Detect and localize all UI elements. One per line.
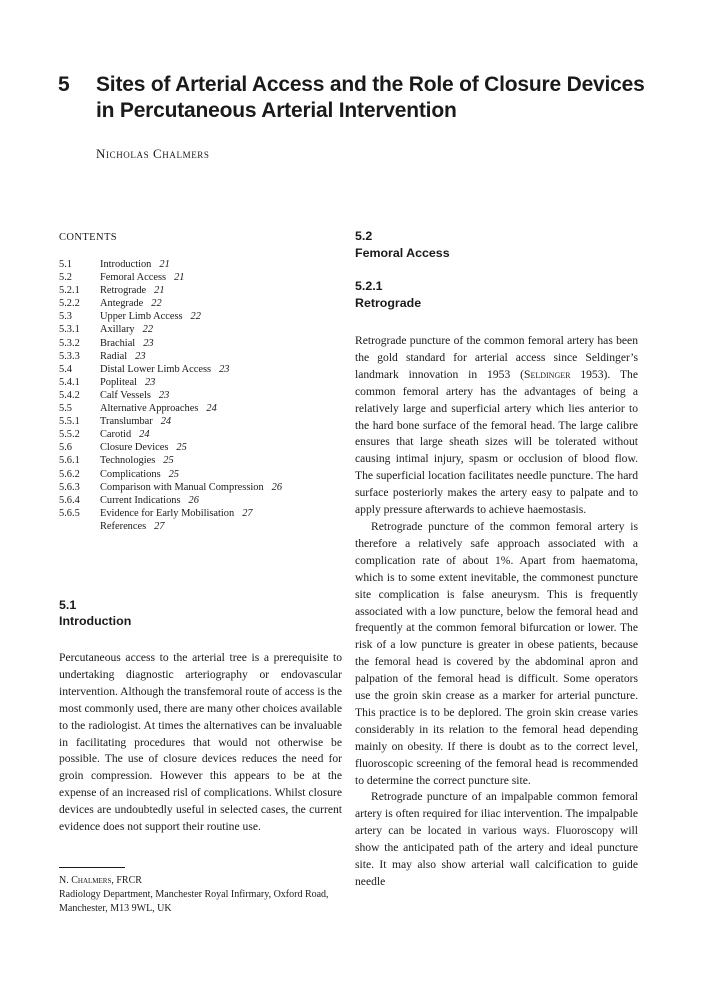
toc-item-number: 5.3.3 bbox=[59, 350, 80, 362]
toc-item-title: Femoral Access bbox=[100, 272, 167, 284]
citation-seldinger: Seldinger bbox=[524, 367, 571, 381]
toc-item-title: Retrograde bbox=[100, 285, 147, 297]
toc-item-page: 27 bbox=[242, 507, 253, 519]
toc-item bbox=[59, 468, 342, 481]
toc-item-title: Complications bbox=[100, 468, 161, 480]
toc-item-number: 5.5.1 bbox=[59, 416, 80, 428]
toc-item-title: Current Indications bbox=[100, 494, 181, 506]
toc-item-title: Brachial bbox=[100, 337, 136, 349]
toc-item-number: 5.3.1 bbox=[59, 324, 80, 336]
toc-item-page: 26 bbox=[188, 494, 199, 506]
section-title: Introduction bbox=[59, 614, 132, 629]
table-of-contents bbox=[59, 258, 342, 533]
toc-item-title: Comparison with Manual Compression bbox=[100, 481, 264, 493]
toc-item bbox=[59, 520, 342, 533]
toc-item-title: Introduction bbox=[100, 259, 152, 270]
toc-item-number: 5.6.3 bbox=[59, 481, 80, 493]
subsection-heading-retrograde bbox=[355, 278, 638, 311]
toc-item bbox=[59, 350, 342, 363]
toc-item-title: Technologies bbox=[100, 455, 156, 467]
toc-item-page: 21 bbox=[174, 272, 185, 284]
toc-item-page: 22 bbox=[190, 311, 201, 323]
section-heading-femoral-access bbox=[355, 228, 638, 261]
toc-item bbox=[59, 297, 342, 310]
toc-item-title: Axillary bbox=[100, 324, 135, 336]
toc-item-page: 23 bbox=[135, 350, 146, 362]
toc-item-title: Calf Vessels bbox=[100, 389, 151, 401]
toc-item-page: 23 bbox=[144, 376, 156, 388]
toc-item-number: 5.6 bbox=[59, 442, 72, 454]
toc-item-page: 25 bbox=[176, 442, 187, 454]
toc-item bbox=[59, 481, 342, 494]
toc-item-number: 5.5 bbox=[59, 403, 72, 415]
toc-item-title: Carotid bbox=[100, 429, 132, 441]
toc-item bbox=[59, 415, 342, 428]
toc-item bbox=[59, 376, 342, 389]
toc-item-title: Distal Lower Limb Access bbox=[100, 363, 212, 375]
toc-item-page: 21 bbox=[159, 259, 170, 270]
toc-item-page: 24 bbox=[160, 416, 172, 428]
toc-item-number: 5.6.4 bbox=[59, 494, 80, 506]
toc-item-title: Closure Devices bbox=[100, 442, 169, 454]
toc-item-page: 21 bbox=[154, 285, 165, 297]
toc-item-number: 5.1 bbox=[59, 259, 72, 270]
toc-item-number: 5.6.5 bbox=[59, 507, 80, 519]
toc-item-number: 5.6.1 bbox=[59, 455, 80, 467]
toc-item-title: Upper Limb Access bbox=[100, 311, 183, 323]
toc-item bbox=[59, 284, 342, 297]
section-title: Femoral Access bbox=[355, 245, 450, 260]
toc-item bbox=[59, 310, 342, 323]
toc-item-title: References bbox=[100, 520, 147, 532]
toc-item-number: 5.2.1 bbox=[59, 285, 80, 297]
section-number: 5.2 bbox=[355, 229, 373, 243]
toc-item-title: Antegrade bbox=[100, 298, 144, 310]
toc-item-title: Radial bbox=[100, 350, 128, 362]
retrograde-paragraph-1 bbox=[355, 333, 638, 519]
section-number: 5.1 bbox=[59, 597, 77, 612]
toc-item-page: 22 bbox=[151, 298, 162, 310]
toc-item-title: Alternative Approaches bbox=[100, 403, 199, 415]
footnote-author: N. Chalmers bbox=[59, 874, 112, 886]
toc-item-number: 5.4 bbox=[59, 363, 72, 375]
toc-item-page: 23 bbox=[143, 337, 154, 349]
toc-item-number: 5.4.1 bbox=[59, 376, 80, 388]
retrograde-paragraph-3: Retrograde puncture of an impalpable common femoral artery is often required for iliac intervention. The impalpable artery can be located in various ways. Fluoroscopy will show the anticipated path of the artery and ideal puncture site. It may also show arterial wall calcification to guide needle bbox=[355, 790, 638, 888]
toc-item-title: Translumbar bbox=[100, 416, 153, 428]
toc-item bbox=[59, 402, 342, 415]
toc-item-number: 5.3 bbox=[59, 311, 72, 323]
toc-item-page: 25 bbox=[163, 455, 174, 467]
toc-item-number: 5.3.2 bbox=[59, 337, 80, 349]
toc-item bbox=[59, 494, 342, 507]
toc-item-title: Popliteal bbox=[100, 376, 137, 388]
toc-item bbox=[59, 337, 342, 350]
right-column bbox=[355, 228, 638, 891]
footnote-affiliation: Radiology Department, Manchester Royal Infirmary, Oxford Road, Manchester, M13 9WL, UK bbox=[59, 888, 329, 914]
paragraph-text: Retrograde puncture of the common femoral artery has been the gold standard for arterial access since Seldinger’s landmark innovation in 1953 ( bbox=[355, 334, 638, 381]
toc-item bbox=[59, 363, 342, 376]
toc-item-page: 24 bbox=[139, 429, 150, 441]
footnote-author-line bbox=[59, 874, 342, 888]
toc-item bbox=[59, 441, 342, 454]
section-heading-introduction bbox=[59, 597, 342, 630]
toc-item bbox=[59, 389, 342, 402]
toc-item-page: 24 bbox=[206, 403, 217, 415]
toc-item bbox=[59, 271, 342, 284]
toc-item-number: 5.2 bbox=[59, 272, 72, 284]
chapter-author: Nicholas Chalmers bbox=[96, 146, 210, 161]
subsection-title: Retrograde bbox=[355, 295, 422, 310]
toc-item-number: 5.6.2 bbox=[59, 468, 80, 480]
toc-item bbox=[59, 428, 342, 441]
toc-item-number bbox=[59, 520, 100, 533]
chapter-title: Sites of Arterial Access and the Role of Closure Devices in Percutaneous Arterial Intervention bbox=[96, 73, 645, 122]
subsection-number: 5.2.1 bbox=[355, 279, 383, 293]
toc-item-page: 27 bbox=[154, 520, 165, 532]
toc-item bbox=[59, 258, 342, 271]
toc-item-page: 25 bbox=[168, 468, 179, 480]
footnote-rule bbox=[59, 867, 125, 868]
toc-item bbox=[59, 507, 342, 520]
paragraph-text: 1953). The common femoral artery has the advantages of being a relatively large and superficial artery which lies anterior to the hard bone surface of the femoral head. The large calibre ensures that large sheath sizes will be tolerated without causing intimal injury, spasm or occlusion of blood flow. The superficial location facilitates needle puncture. The hard surface posteriorly makes the artery easy to palpate and to apply pressure afterwards to achieve haemostasis. bbox=[355, 367, 638, 517]
toc-item-number: 5.5.2 bbox=[59, 429, 80, 441]
chapter-number: 5 bbox=[58, 73, 70, 96]
toc-item-page: 22 bbox=[142, 324, 154, 336]
left-column bbox=[59, 232, 342, 916]
toc-item bbox=[59, 323, 342, 336]
contents-heading: CONTENTS bbox=[59, 232, 118, 243]
toc-item-page: 23 bbox=[219, 363, 230, 375]
toc-item-number: 5.2.2 bbox=[59, 298, 80, 310]
toc-item-page: 23 bbox=[158, 389, 170, 401]
toc-item-title: Evidence for Early Mobilisation bbox=[100, 507, 235, 519]
introduction-paragraph: Percutaneous access to the arterial tree is a prerequisite to undertaking diagnostic arteriography or endovascular intervention. Although the transfemoral route of access is the most commonly used, there are many other choices available to the radiologist. At times the alternatives can be invaluable in facilitating procedures that would not otherwise be possible. The use of closure devices reduces the need for groin compression. However this appears to be at the expense of an increased risl of complications. Whilst closure devices are undoubtedly useful in selected cases, the current evidence does not support their routine use. bbox=[59, 650, 342, 834]
toc-item-number: 5.4.2 bbox=[59, 389, 80, 401]
toc-item-page: 26 bbox=[271, 481, 283, 493]
footnote-credential: , FRCR bbox=[111, 874, 142, 886]
retrograde-paragraph-2: Retrograde puncture of the common femoral artery is therefore a relatively safe approach associated with a complication rate of about 1%. Apart from haematoma, which is to some extent inevitable, the commonest puncture site complication is false aneurysm. This is frequently associated with a low puncture, below the femoral head and frequently at the common femoral bifurcation or lower. The risk of a low puncture is greater in obese patients, because the femoral head is covered by the abdominal apron and palpation of the femoral head is difficult. Some operators use the groin skin crease as a marker for arterial puncture. This practice is to be deplored. The groin skin crease varies considerably in its relation to the femoral head depending mainly on obesity. If there is doubt as to the correct level, fluoroscopic screening of the femoral head is recommended to determine the correct puncture site. bbox=[355, 519, 638, 787]
toc-item bbox=[59, 454, 342, 467]
